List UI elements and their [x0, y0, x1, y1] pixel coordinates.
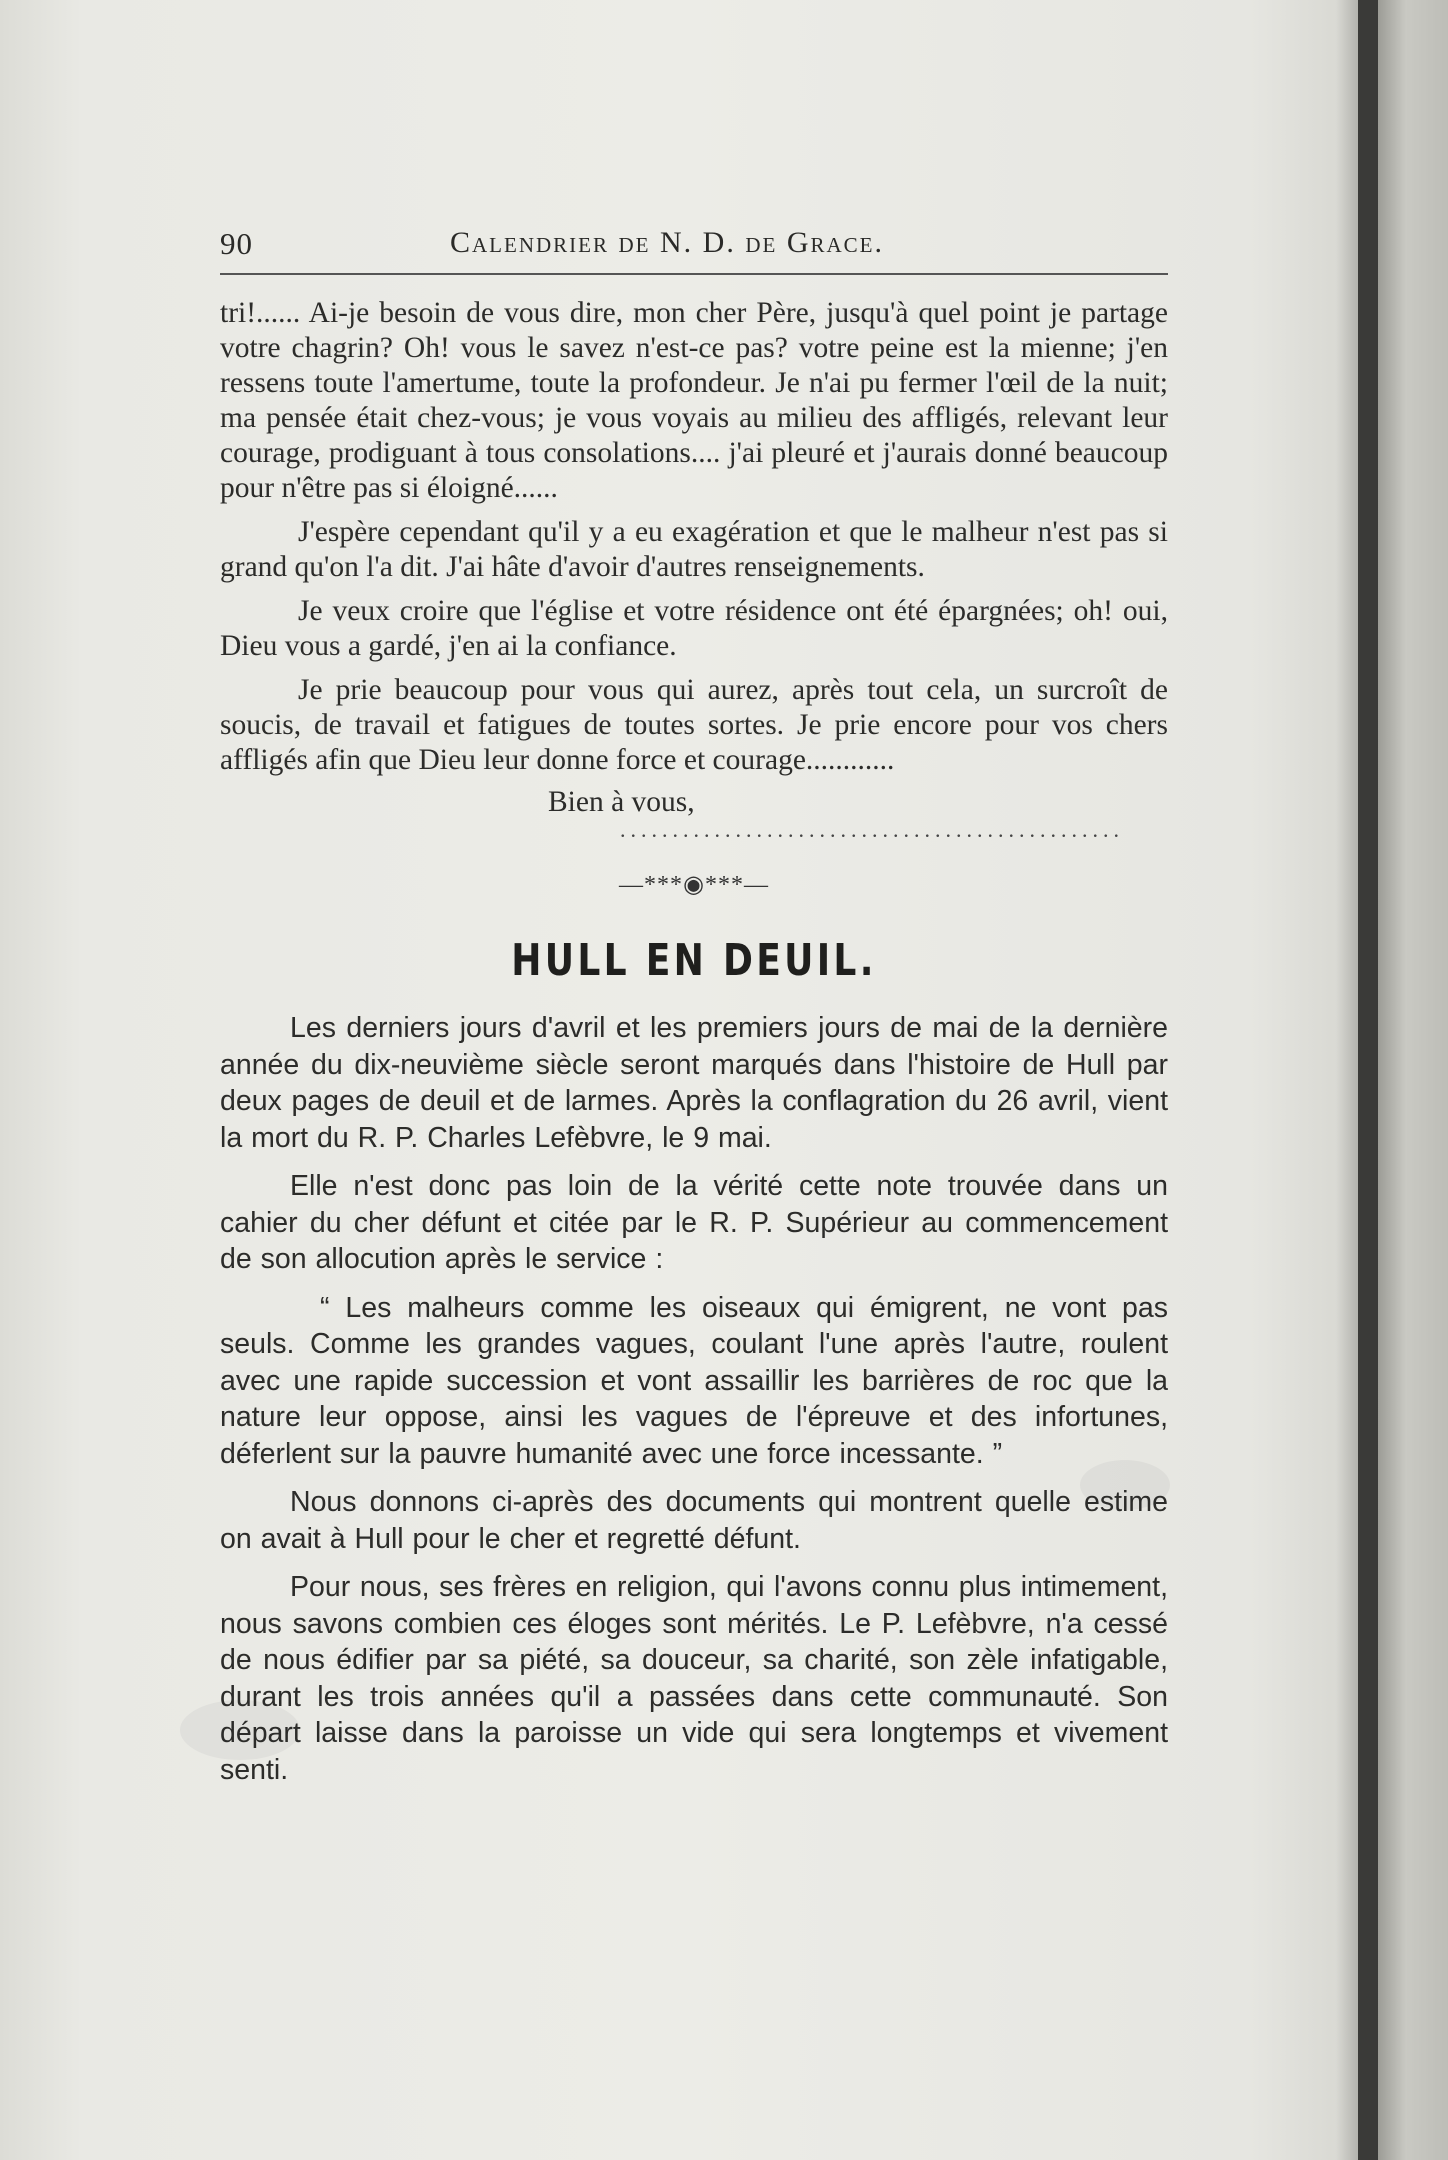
letter-signoff: Bien à vous,: [548, 786, 695, 818]
header-rule: [220, 273, 1168, 275]
letter-paragraph: tri!...... Ai-je besoin de vous dire, mon cher Père, jusqu'à quel point je partage votre chagrin? Oh! vous le savez n'est-ce pas? votre peine est la mienne; j'en ressens toute l'amertume, toute la profondeur. Je n'ai pu fermer l'œil de la nuit; ma pensée était chez-vous; je vous voyais au milieu des affligés, relevant leur courage, prodiguant à tous consolations.... j'ai pleuré et j'aurais donné beaucoup pour n'être pas si éloigné......: [220, 297, 1168, 504]
book-spine: [1358, 0, 1378, 2160]
section-ornament: —***◉***—: [619, 872, 769, 898]
letter-continuation: [220, 296, 1168, 840]
article-paragraph: Pour nous, ses frères en religion, qui l'avons connu plus intimement, nous savons combien ces éloges sont mérités. Le P. Lefèbvre, n'a cessé de nous édifier par sa piété, sa douceur, sa charité, son zèle infatigable, durant les trois années qu'il a passées dans cette communauté. Son départ laisse dans la paroisse un vide qui sera longtemps et vivement senti.: [220, 1571, 1168, 1786]
letter-paragraph: Je veux croire que l'église et votre résidence ont été épargnées; oh! oui, Dieu vous a gardé, j'en ai la confiance.: [220, 595, 1168, 662]
adjacent-page-edge: [1378, 0, 1448, 2160]
page-number: 90: [220, 226, 253, 261]
article-title: HULL EN DEUIL.: [511, 935, 877, 986]
letter-paragraph: J'espère cependant qu'il y a eu exagération et que le malheur n'est pas si grand qu'on l'a dit. J'ai hâte d'avoir d'autres renseignements.: [220, 516, 1168, 583]
article-paragraph: Elle n'est donc pas loin de la vérité cette note trouvée dans un cahier du cher défunt et citée par le R. P. Supérieur au commencement de son allocution après le service :: [220, 1170, 1168, 1275]
running-title: Calendrier de N. D. de Grace.: [450, 226, 884, 259]
running-header: [220, 226, 1170, 266]
binding-shadow: [1336, 0, 1360, 2160]
article-paragraph: Les derniers jours d'avril et les premiers jours de mai de la dernière année du dix-neuvième siècle seront marqués dans l'histoire de Hull par deux pages de deuil et de larmes. Après la conflagration du 26 avril, vient la mort du R. P. Charles Lefèbvre, le 9 mai.: [220, 1012, 1168, 1154]
article-body: [220, 1010, 1168, 1788]
article-paragraph: Nous donnons ci-après des documents qui montrent quelle estime on avait à Hull pour le cher et regretté défunt.: [220, 1486, 1168, 1555]
signature-dotted-line: ................................................: [620, 820, 1124, 840]
page-body: [220, 296, 1168, 1800]
letter-paragraph: Je prie beaucoup pour vous qui aurez, après tout cela, un surcroît de soucis, de travail et fatigues de toutes sortes. Je prie encore pour vos chers affligés afin que Dieu leur donne force et courage............: [220, 674, 1168, 776]
article-quotation: “ Les malheurs comme les oiseaux qui émigrent, ne vont pas seuls. Comme les grandes vagues, coulant l'une après l'autre, roulent avec une rapide succession et vont assaillir les barrières de roc que la nature leur oppose, ainsi les vagues de l'épreuve et des infortunes, déferlent sur la pauvre humanité avec une force incessante. ”: [220, 1291, 1168, 1470]
